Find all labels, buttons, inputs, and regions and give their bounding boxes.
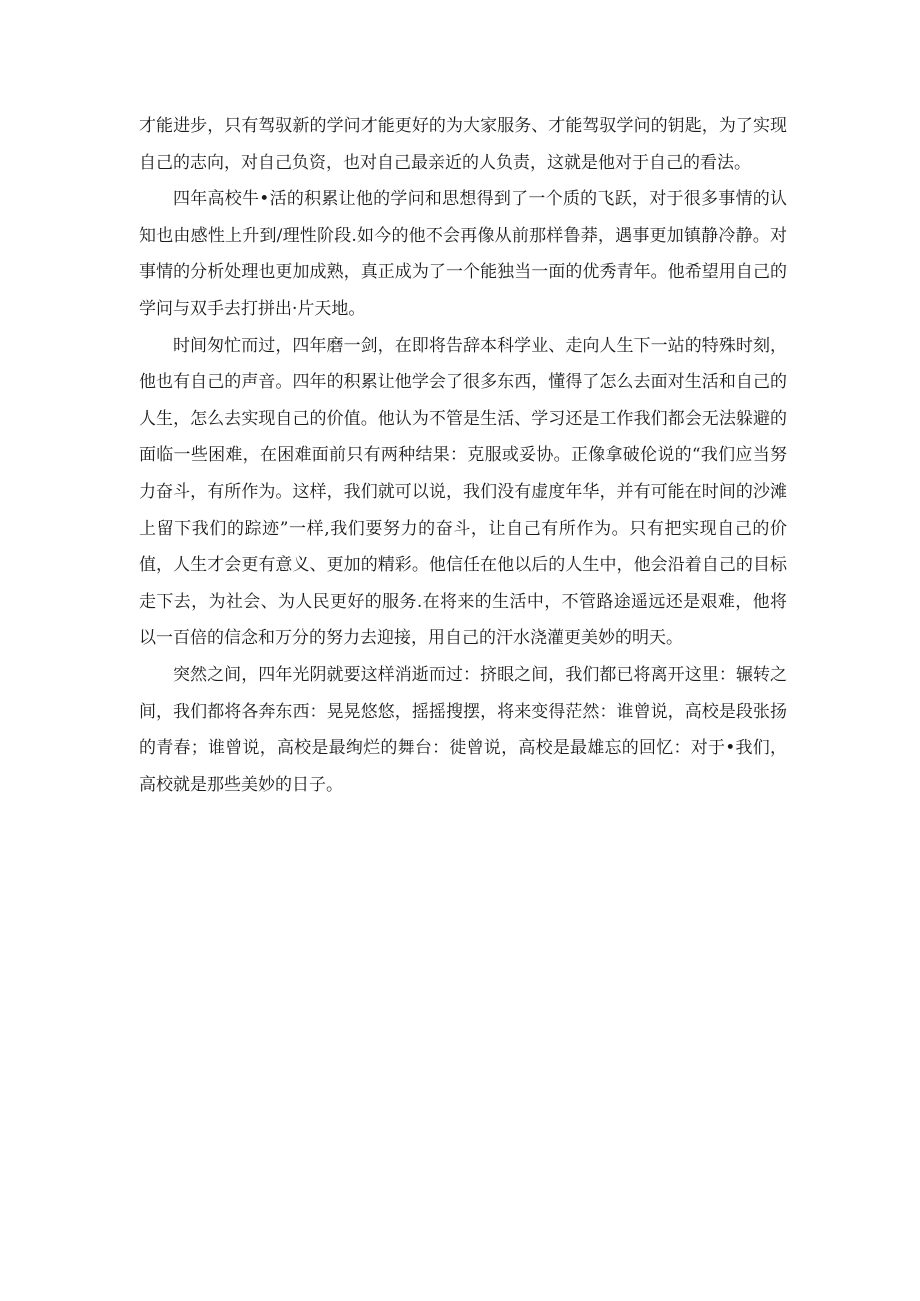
- paragraph-2: 四年高校牛•活的积累让他的学问和思想得到了一个质的飞跃，对于很多事情的认知也由感性上升到/理性阶段.如今的他不会再像从前那样鲁莽，遇事更加镇静冷静。对事情的分析处理也更加成熟，真正成为了一个能独当一面的优秀青年。他希望用自己的学问与双手去打拼出·片天地。: [139, 189, 787, 319]
- paragraph-4: 突然之间，四年光阴就要这样消逝而过：挤眼之间，我们都已将离开这里：辗转之间，我们都将各奔东西：晃晃悠悠，摇摇搜摆，将来变得茫然：谁曾说，高校是段张扬的青春；谁曾说，高校是最绚烂的舞台：徙曾说，高校是最雄忘的回忆：对于•我们，高校就是那些美妙的日子。: [139, 664, 787, 795]
- paragraph-3: 时间匆忙而过，四年磨一剑，在即将告辞本科学业、走向人生下一站的特殊时刻，他也有自己的声音。四年的积累让他学会了很多东西，懂得了怎么去面对生活和自己的人生，怎么去实现自己的价值。他认为不管是生活、学习还是工作我们都会无法躲避的面临一些困难，在困难面前只有两种结果：克服或妥协。正像拿破伦说的“我们应当努力奋斗，有所作为。这样，我们就可以说，我们没有虚度年华，并有可能在时间的沙滩上留下我们的踪迹”一样,我们要努力的奋斗，让自己有所作为。只有把实现自己的价值，人生才会更有意义、更加的精彩。他信任在他以后的人生中，他会沿着自己的目标走下去，为社会、为人民更好的服务.在将来的生活中，不管路途遥远还是艰难，他将以一百倍的信念和万分的努力去迎接，用自己的汗水浇灌更美妙的明天。: [139, 335, 787, 649]
- document-body: [139, 108, 787, 803]
- paragraph-1: 才能进步，只有驾驭新的学问才能更好的为大家服务、才能驾驭学问的钥匙，为了实现自己的志向，对自己负资，也对自己最亲近的人负责，这就是他对于自己的看法。: [139, 116, 787, 173]
